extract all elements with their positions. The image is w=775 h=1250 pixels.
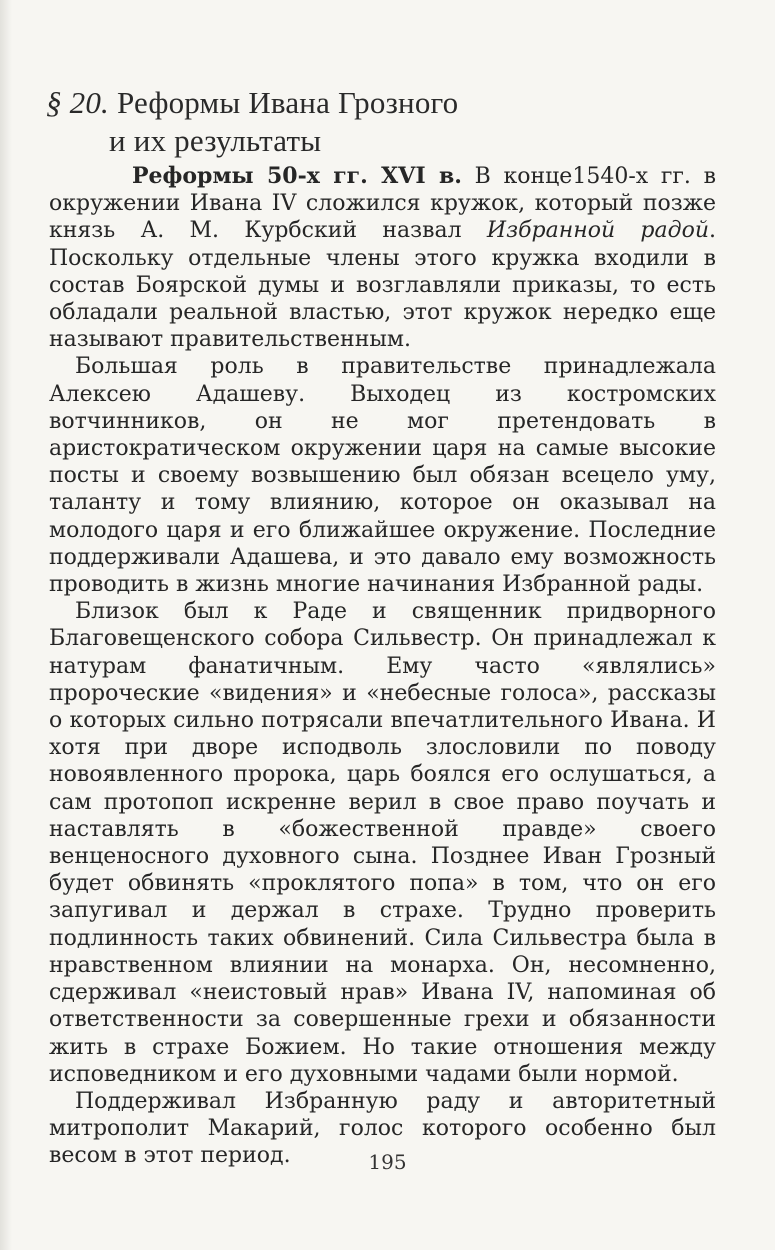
paragraph-1-text-a: В конце1540-х гг. в окружении Ивана IV сложился кружок, который позже князь А. М. Курбский назвал [49,164,716,244]
section-title-line2: и их результаты [109,122,322,158]
section-number: § 20. [46,85,109,120]
paragraph-1-text-b: . Поскольку отдельные члены этого кружка входили в состав Боярской думы и возглавляли приказы, то есть обладали реальной властью, этот кружок нередко еще называют правительственным. [49,218,716,353]
paragraph-2: Большая роль в правительстве принадлежала Алексею Адашеву. Выходец из костромских вотчинников, он не мог претендовать в аристократическом окружении царя на самые высокие посты и своему возвышению был обязан всецело уму, таланту и тому влиянию, которое он оказывал на молодого царя и его ближайшее окружение. Последние поддерживали Адашева, и это давало ему возможность проводить в жизнь многие начинания Избранной рады. [49,354,716,598]
page-number: 195 [368,1150,407,1174]
paragraph-4: Поддерживал Избранную раду и авторитетный митрополит Макарий, голос которого особенно был весом в этот период. [49,1088,716,1169]
emphasized-term: Избранной радой [486,218,709,244]
paragraph-3: Близок был к Раде и священник придворного Благовещенского собора Сильвестр. Он принадлежал к натурам фанатичным. Ему часто «являлись» пророческие «видения» и «небесные голоса», рассказы о которых сильно потрясали впечатлительного Ивана. И хотя при дворе исподволь злословили по поводу новоявленного пророка, царь боялся его ослушаться, а сам протопоп искренне верил в свое право поучать и наставлять в «божественной правде» своего венценосного духовного сына. Позднее Иван Грозный будет обвинять «проклятого попа» в том, что он его запугивал и держал в страхе. Трудно проверить подлинность таких обвинений. Сила Сильвестра была в нравственном влиянии на монарха. Он, несомненно, сдерживал «неистовый нрав» Ивана IV, напоминая об ответственности за совершенные грехи и обязанности жить в страхе Божием. Но такие отношения между исповедником и его духовными чадами были нормой. [49,599,716,1087]
run-in-heading: Реформы 50-х гг. XVI в. [132,163,462,189]
paragraph-1 [49,163,716,353]
body-text [49,163,716,1170]
section-title-line1: Реформы Ивана Грозного [116,85,459,120]
section-heading [46,84,458,160]
page-gutter-shadow [0,0,12,1250]
